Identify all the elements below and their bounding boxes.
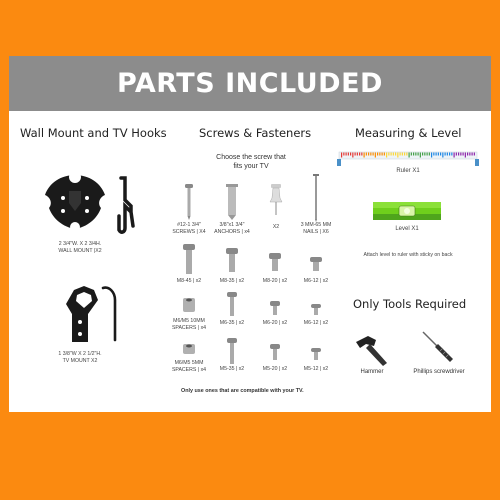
ruler-tick	[382, 153, 383, 156]
tv-mount-size: 1 3/8"W X 2 1/2"H.	[58, 351, 102, 357]
ruler-tick	[463, 153, 464, 156]
ruler-tick	[350, 153, 351, 156]
screws-caption-qty: SCREWS | X4	[172, 228, 206, 235]
ruler-tick	[415, 153, 416, 156]
ruler-tick	[424, 153, 425, 156]
nails-caption	[296, 222, 336, 235]
ruler-tick	[433, 153, 434, 156]
tv-mount-caption	[34, 351, 126, 364]
ruler-tick	[454, 153, 455, 158]
screws-caption-size: #12-1 3/4"	[177, 222, 201, 228]
ruler-tick	[456, 153, 457, 156]
ruler-tick	[458, 153, 459, 156]
ruler-tick	[467, 153, 468, 156]
ruler-tick	[413, 153, 414, 156]
ruler-tick	[400, 153, 401, 156]
ruler-tick	[402, 153, 403, 156]
bolt-icon	[183, 244, 195, 274]
ruler-tick	[409, 153, 410, 158]
m6-20-caption: M6-20 | x2	[262, 320, 288, 326]
ruler-tick	[384, 153, 385, 156]
m5-20-caption: M5-20 | x2	[262, 366, 288, 372]
ruler-tick	[445, 153, 446, 156]
ruler-tick	[431, 153, 432, 158]
ruler-tick	[474, 153, 475, 156]
ruler-tick	[472, 153, 473, 156]
anchor-icon	[226, 184, 238, 220]
ruler-tick	[379, 153, 380, 156]
spacers-5mm-size: M6/M5 5MM	[174, 360, 204, 366]
anchors-caption	[212, 222, 252, 235]
parts-card	[9, 56, 491, 412]
bolt-icon	[269, 253, 281, 271]
ruler-tick	[460, 153, 461, 156]
hammer-icon	[354, 334, 390, 366]
hammer-label: Hammer	[360, 369, 384, 375]
m6-35-caption: M6-35 | x2	[219, 320, 245, 326]
ruler-tick	[404, 153, 405, 156]
measuring-section-title: Measuring & Level	[355, 126, 462, 140]
nails-caption-qty: NAILS | X6	[303, 228, 329, 235]
m6-12-caption-b: M6-12 | x2	[303, 320, 329, 326]
tv-hook-icon	[99, 284, 121, 344]
banner	[9, 56, 491, 111]
anchors-caption-size: 3/8"x1 3/4"	[219, 222, 245, 228]
ruler-tick	[447, 153, 448, 156]
ruler-tick	[373, 153, 374, 156]
bolt-icon	[226, 248, 238, 272]
m8-20-caption: M8-20 | x2	[262, 278, 288, 284]
spacers-10mm-qty: SPACERS | x4	[171, 324, 207, 331]
level-icon	[373, 200, 441, 222]
wall-section-title: Wall Mount and TV Hooks	[20, 126, 167, 140]
ruler-tick	[388, 153, 389, 156]
ruler-tick	[465, 153, 466, 158]
attach-level-note: Attach level to ruler with sticky on back	[363, 252, 453, 258]
ruler-tick	[422, 153, 423, 156]
hook-icon	[115, 176, 137, 236]
ruler-tick	[355, 153, 356, 156]
ruler-tick	[406, 153, 407, 156]
tools-section-title: Only Tools Required	[353, 297, 467, 311]
bolt-icon	[311, 304, 321, 315]
screwdriver-label: Phillips screwdriver	[413, 369, 465, 375]
wall-mount-qty: WALL MOUNT |X2	[58, 247, 102, 254]
m8-35-caption: M8-35 | x2	[219, 278, 245, 284]
level-label: Level X1	[395, 226, 419, 232]
pins-caption	[261, 224, 291, 231]
ruler-tick	[451, 153, 452, 156]
m6-12-caption-a: M6-12 | x2	[303, 278, 329, 284]
tv-mount-icon	[64, 284, 104, 346]
ruler-tick	[375, 153, 376, 158]
anchors-caption-qty: ANCHORS | x4	[214, 228, 250, 235]
ruler-tick	[364, 153, 365, 158]
ruler-tick	[361, 153, 362, 156]
ruler-tick	[343, 153, 344, 156]
choose-line-1: Choose the screw that	[216, 154, 286, 161]
spacers-10mm-caption	[169, 318, 209, 331]
nails-caption-size: 3 MM-65 MM	[300, 222, 332, 228]
bolt-icon	[227, 292, 237, 316]
ruler-tick	[429, 153, 430, 156]
banner-title: PARTS INCLUDED	[117, 68, 383, 99]
m8-45-caption: M8-45 | x2	[176, 278, 202, 284]
ruler-tick	[411, 153, 412, 156]
m5-35-caption: M5-35 | x2	[219, 366, 245, 372]
ruler-tick	[391, 153, 392, 156]
ruler-tick	[440, 153, 441, 156]
spacers-5mm-qty: SPACERS | x4	[171, 366, 207, 373]
ruler-tick	[449, 153, 450, 156]
wall-mount-icon	[39, 173, 111, 231]
wall-mount-size: 2 3/4"W. X 2 3/4H.	[58, 241, 102, 247]
wall-mount-caption	[34, 241, 126, 254]
ruler-tick	[346, 153, 347, 156]
ruler-tick	[368, 153, 369, 156]
choose-screw-text	[199, 153, 303, 171]
spacer-icon	[183, 344, 195, 354]
ruler-tick	[469, 153, 470, 156]
ruler-tick	[395, 153, 396, 156]
bolt-icon	[270, 301, 280, 315]
ruler-tick	[357, 153, 358, 156]
m5-12-caption: M5-12 | x2	[303, 366, 329, 372]
ruler-tick	[359, 153, 360, 156]
tv-mount-qty: TV MOUNT X2	[62, 357, 98, 364]
choose-line-2: fits your TV	[233, 163, 269, 170]
ruler-tick	[442, 153, 443, 158]
ruler-tick	[397, 153, 398, 158]
bolt-icon	[227, 338, 237, 364]
ruler-tick	[420, 153, 421, 158]
push-pin-icon	[268, 184, 284, 216]
ruler-tick	[386, 153, 387, 158]
ruler-tick	[352, 153, 353, 158]
screws-section-title: Screws & Fasteners	[199, 126, 312, 140]
screwdriver-icon	[421, 330, 455, 364]
nail-icon	[313, 174, 319, 222]
ruler-tick	[341, 153, 342, 158]
spacers-10mm-size: M6/M5 10MM	[173, 318, 205, 324]
ruler-tick	[427, 153, 428, 156]
screw-icon	[184, 184, 194, 220]
ruler-icon	[337, 150, 479, 168]
spacer-icon	[183, 298, 195, 312]
spacers-5mm-caption	[169, 360, 209, 373]
ruler-tick	[436, 153, 437, 156]
ruler-tick	[438, 153, 439, 156]
ruler-tick	[418, 153, 419, 156]
bolt-icon	[270, 344, 280, 360]
ruler-tick	[348, 153, 349, 156]
bolt-icon	[310, 257, 322, 271]
ruler-tick	[377, 153, 378, 156]
pins-caption-qty: X2	[272, 224, 280, 230]
ruler-label: Ruler X1	[396, 168, 420, 174]
ruler-tick	[393, 153, 394, 156]
bolt-icon	[311, 348, 321, 360]
compatibility-note: Only use ones that are compatible with your TV.	[181, 388, 304, 394]
ruler-tick	[370, 153, 371, 156]
screws-caption	[169, 222, 209, 235]
ruler-tick	[366, 153, 367, 156]
